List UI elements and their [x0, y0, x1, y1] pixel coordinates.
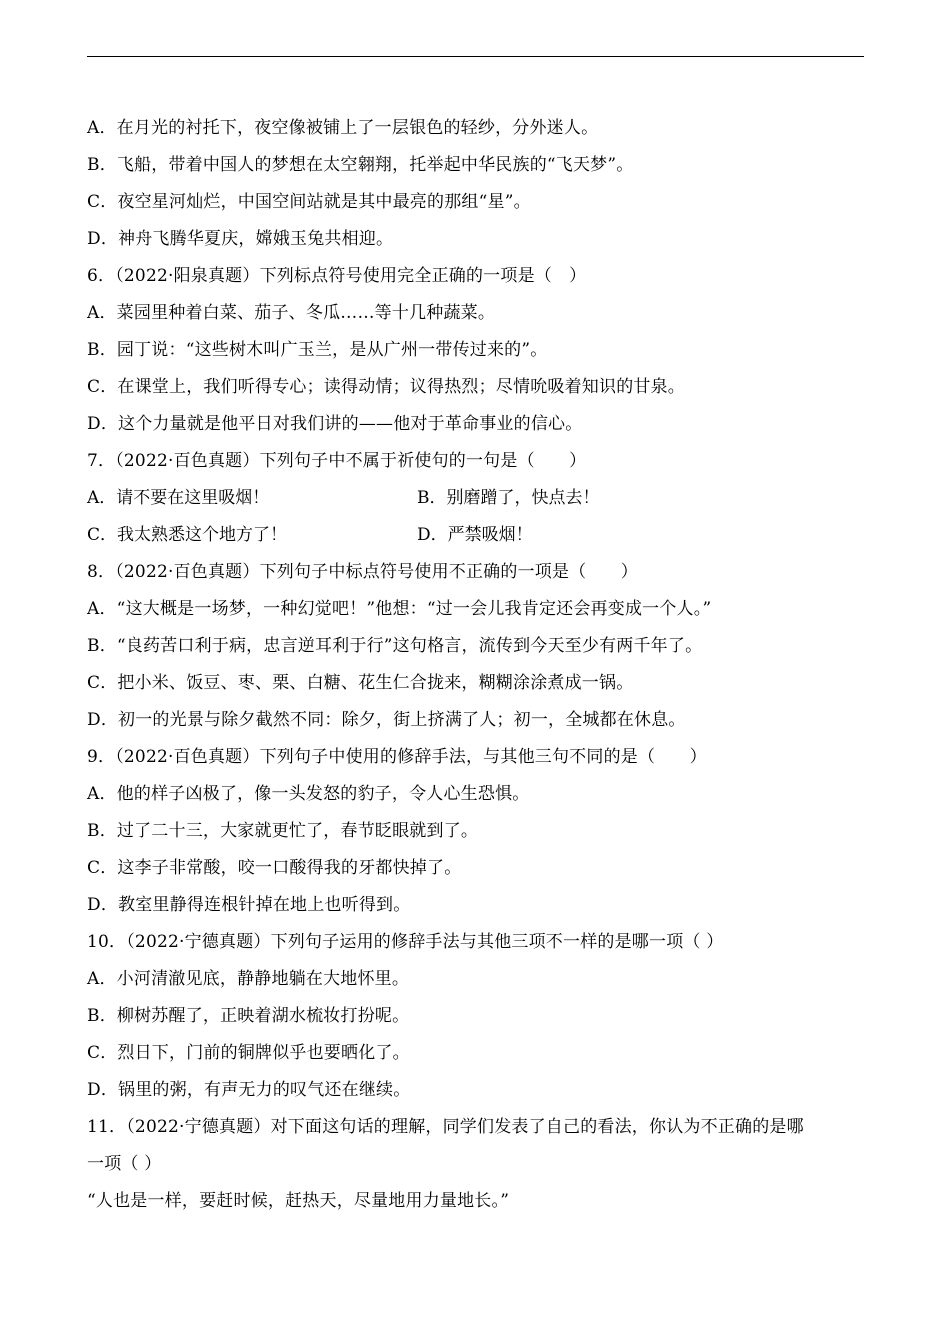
q5-option-a: A．在月光的衬托下，夜空像被铺上了一层银色的轻纱，分外迷人。	[87, 118, 599, 138]
question-11	[87, 1109, 867, 1220]
q7-options-row-2	[87, 517, 867, 554]
q10-stem: 10．（2022·宁德真题）下列句子运用的修辞手法与其他三项不一样的是哪一项（ ）	[87, 932, 724, 952]
q7-stem: 7．（2022·百色真题）下列句子中不属于祈使句的一句是（ ）	[87, 451, 587, 471]
question-6	[87, 258, 867, 443]
q8-option-d: D．初一的光景与除夕截然不同：除夕，街上挤满了人；初一，全城都在休息。	[87, 710, 686, 730]
q5-option-c: C．夜空星河灿烂，中国空间站就是其中最亮的那组“星”。	[87, 192, 531, 212]
q6-option-d: D．这个力量就是他平日对我们讲的——他对于革命事业的信心。	[87, 414, 583, 434]
question-8	[87, 554, 867, 739]
q9-option-b: B．过了二十三，大家就更忙了，春节眨眼就到了。	[87, 821, 479, 841]
question-9	[87, 739, 867, 924]
q8-option-a: A．“这大概是一场梦，一种幻觉吧！”他想：“过一会儿我肯定还会再变成一个人。”	[87, 599, 712, 619]
q6-option-a: A．菜园里种着白菜、茄子、冬瓜……等十几种蔬菜。	[87, 303, 496, 323]
q11-stem-line-2: 一项（ ）	[87, 1154, 162, 1174]
q10-option-a: A．小河清澈见底，静静地躺在大地怀里。	[87, 969, 410, 989]
question-5-options	[87, 110, 867, 258]
q7-options-row-1	[87, 480, 867, 517]
q7-option-a: A．请不要在这里吸烟！	[87, 488, 270, 508]
q5-option-d: D．神舟飞腾华夏庆，嫦娥玉兔共相迎。	[87, 229, 394, 249]
question-7	[87, 443, 867, 554]
q5-option-b: B．飞船，带着中国人的梦想在太空翱翔，托举起中华民族的“飞天梦”。	[87, 155, 634, 175]
document-body	[87, 110, 867, 1220]
q8-option-b: B．“良药苦口利于病，忠言逆耳利于行”这句格言，流传到今天至少有两千年了。	[87, 636, 703, 656]
q7-option-b: B．别磨蹭了，快点去！	[417, 488, 600, 508]
q9-option-d: D．教室里静得连根针掉在地上也听得到。	[87, 895, 411, 915]
q11-stem-line-1: 11．（2022·宁德真题）对下面这句话的理解，同学们发表了自己的看法，你认为不正确的是哪	[87, 1117, 804, 1137]
q10-option-c: C．烈日下，门前的铜牌似乎也要晒化了。	[87, 1043, 410, 1063]
q7-option-c: C．我太熟悉这个地方了！	[87, 525, 288, 545]
q9-stem: 9．（2022·百色真题）下列句子中使用的修辞手法，与其他三句不同的是（ ）	[87, 747, 707, 767]
q9-option-c: C．这李子非常酸，咬一口酸得我的牙都快掉了。	[87, 858, 462, 878]
q9-option-a: A．他的样子凶极了，像一头发怒的豹子，令人心生恐惧。	[87, 784, 530, 804]
q7-option-d: D．严禁吸烟！	[417, 525, 533, 545]
q11-quote: “人也是一样，要赶时候，赶热天，尽量地用力量地长。”	[87, 1191, 510, 1211]
question-10	[87, 924, 867, 1109]
q8-stem: 8．（2022·百色真题）下列句子中标点符号使用不正确的一项是（ ）	[87, 562, 638, 582]
q10-option-b: B．柳树苏醒了，正映着湖水梳妆打扮呢。	[87, 1006, 410, 1026]
q6-option-c: C．在课堂上，我们听得专心；读得动情；议得热烈；尽情吮吸着知识的甘泉。	[87, 377, 686, 397]
q8-option-c: C．把小米、饭豆、枣、栗、白糖、花生仁合拢来，糊糊涂涂煮成一锅。	[87, 673, 634, 693]
header-rule	[87, 56, 864, 57]
q10-option-d: D．锅里的粥，有声无力的叹气还在继续。	[87, 1080, 411, 1100]
q6-stem: 6．（2022·阳泉真题）下列标点符号使用完全正确的一项是（ ）	[87, 266, 587, 286]
q6-option-b: B．园丁说：“这些树木叫广玉兰，是从广州一带传过来的”。	[87, 340, 548, 360]
